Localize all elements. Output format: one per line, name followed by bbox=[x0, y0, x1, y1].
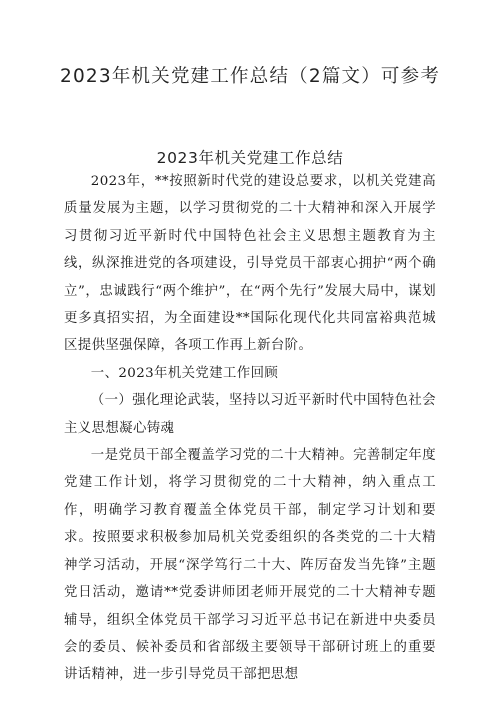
heading-review: 一、2023年机关党建工作回顾 bbox=[90, 365, 279, 381]
document-body bbox=[64, 168, 436, 689]
subheading-theory: （一）强化理论武装，坚持以习近平新时代中国特色社会主义思想凝心铸魂 bbox=[64, 393, 436, 436]
section-title: 2023年机关党建工作总结 bbox=[156, 149, 344, 167]
paragraph-intro: 2023年，**按照新时代党的建设总要求，以机关党建高质量发展为主题，以学习贯彻党的二十大精神和深入开展学习贯彻习近平新时代中国特色社会主义思想主题教育为主线，纵深推进党的各项建设，引导党员干部衷心拥护“两个确立”，忠诚践行“两个维护”，在“两个先行”发展大局中，谋划更多真招实招，为全面建设**国际化现代化共同富裕典范城区提供坚强保障，各项工作再上新台阶。 bbox=[64, 174, 436, 354]
paragraph-study: 一是党员干部全覆盖学习党的二十大精神。完善制定年度党建工作计划，将学习贯彻党的二十大精神，纳入重点工作，明确学习教育覆盖全体党员干部，制定学习计划和要求。按照要求积极参加局机关党委组织的各类党的二十大精神学习活动，开展“深学笃行二十大、阵厉奋发当先锋”主题党日活动，邀请**党委讲师团老师开展党的二十大精神专题辅导，组织全体党员干部学习习近平总书记在新进中央委员会的委员、候补委员和省部级主要领导干部研讨班上的重要讲话精神，进一步引导党员干部把思想 bbox=[64, 448, 436, 683]
document-title: 2023年机关党建工作总结（2篇文）可参考 bbox=[59, 66, 441, 87]
